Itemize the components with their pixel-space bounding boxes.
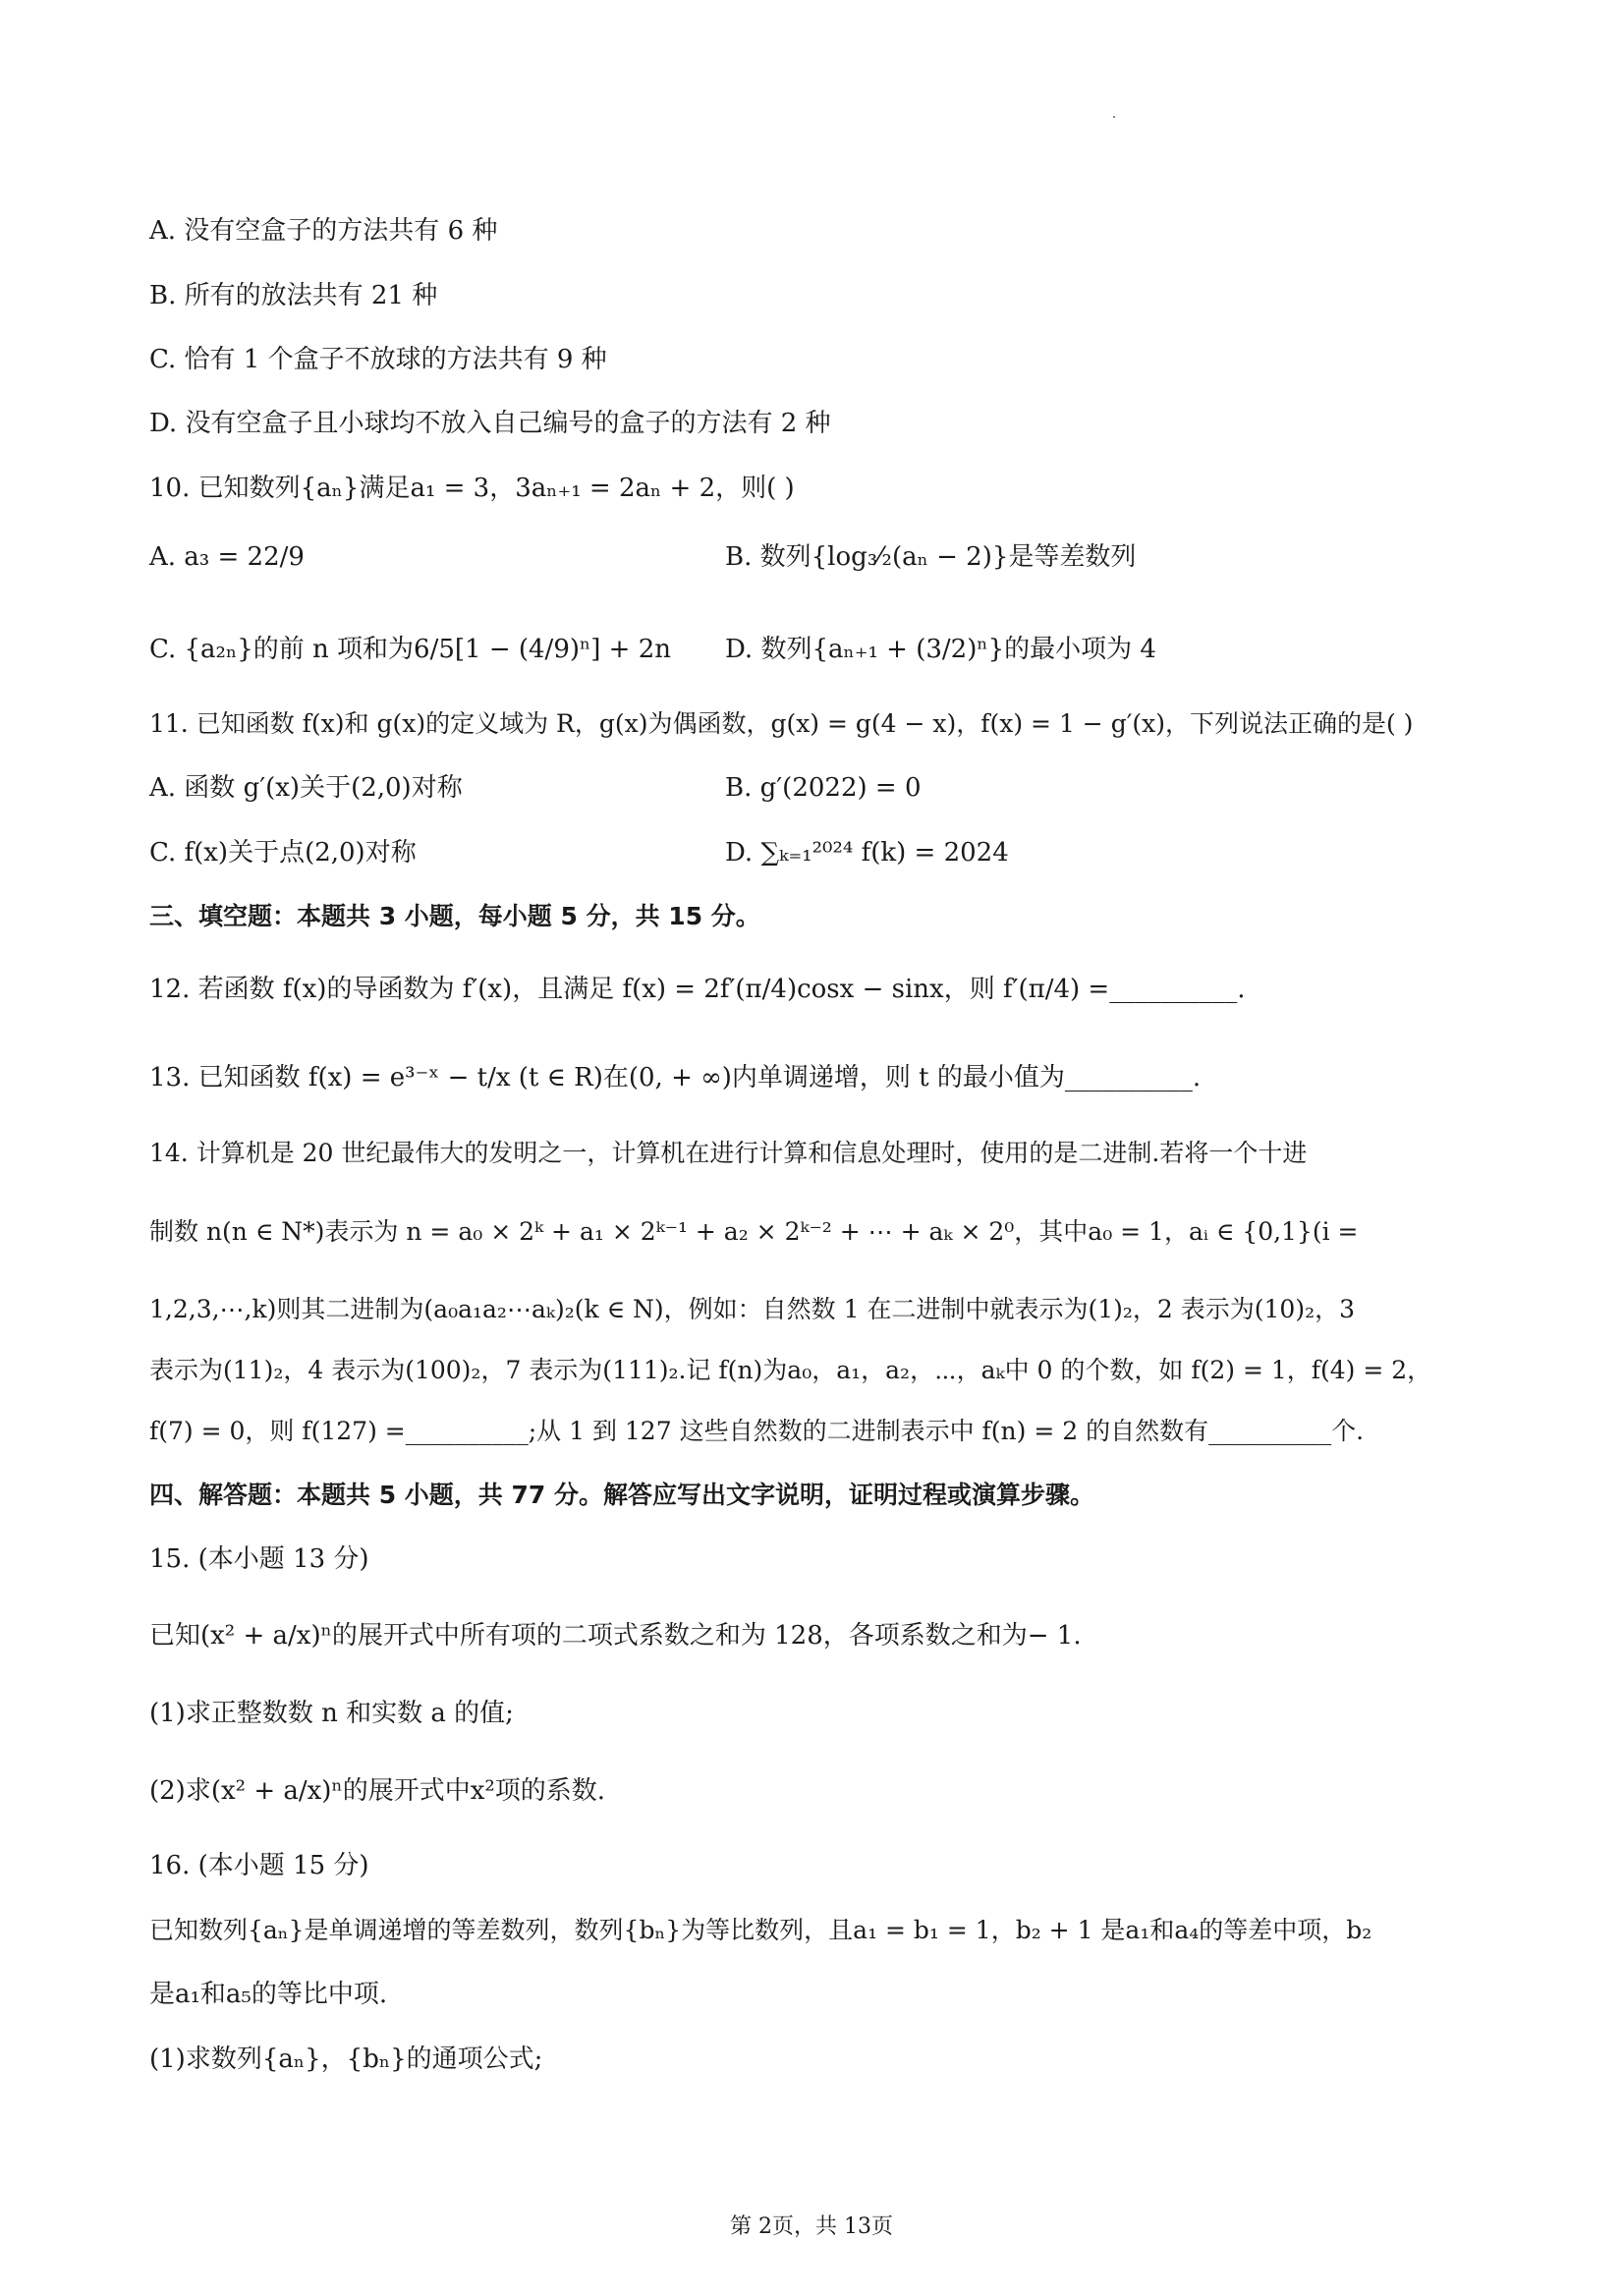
- q14-line-2: 制数 n(n ∈ N*)表示为 n = a₀ × 2ᵏ + a₁ × 2ᵏ⁻¹ + a₂ × 2ᵏ⁻² + ⋯ + aₖ × 2⁰，其中a₀ = 1，aᵢ ∈ {0,1}(i =: [149, 1217, 1359, 1246]
- scan-speck: [1113, 116, 1115, 118]
- q9-option-c: C. 恰有 1 个盒子不放球的方法共有 9 种: [149, 345, 607, 374]
- q14-line-4: 表示为(11)₂，4 表示为(100)₂，7 表示为(111)₂.记 f(n)为a₀，a₁，a₂，⋯，aₖ中 0 的个数，如 f(2) = 1，f(4) = 2，: [149, 1356, 1432, 1384]
- q9-option-b: B. 所有的放法共有 21 种: [149, 281, 438, 310]
- q9-option-a: A. 没有空盒子的方法共有 6 种: [149, 216, 498, 246]
- q16-line-1: 已知数列{aₙ}是单调递增的等差数列，数列{bₙ}为等比数列，且a₁ = b₁ = 1，b₂ + 1 是a₁和a₄的等差中项，b₂: [149, 1916, 1372, 1944]
- page-footer: 第 2页，共 13页: [730, 2214, 893, 2239]
- q11-option-b: B. g′(2022) = 0: [725, 773, 922, 803]
- section-4-heading: 四、解答题：本题共 5 小题，共 77 分。解答应写出文字说明，证明过程或演算步骤。: [149, 1481, 1095, 1509]
- q9-option-d: D. 没有空盒子且小球均不放入自己编号的盒子的方法有 2 种: [149, 409, 831, 438]
- q16-heading: 16. (本小题 15 分): [149, 1851, 369, 1880]
- q14-line-1: 14. 计算机是 20 世纪最伟大的发明之一，计算机在进行计算和信息处理时，使用的是二进制.若将一个十进: [149, 1139, 1308, 1167]
- q14-line-3: 1,2,3,⋯,k)则其二进制为(a₀a₁a₂⋯aₖ)₂(k ∈ N)，例如：自然数 1 在二进制中就表示为(1)₂，2 表示为(10)₂，3: [149, 1295, 1356, 1323]
- q11-stem: 11. 已知函数 f(x)和 g(x)的定义域为 R，g(x)为偶函数，g(x) = g(4 − x)，f(x) = 1 − g′(x)，下列说法正确的是( ): [149, 709, 1414, 738]
- q10-option-b: B. 数列{log₃⁄₂(aₙ − 2)}是等差数列: [725, 542, 1137, 572]
- q10-option-c: C. {a₂ₙ}的前 n 项和为6/5[1 − (4/9)ⁿ] + 2n: [149, 635, 671, 664]
- q11-option-d: D. ∑ₖ₌₁²⁰²⁴ f(k) = 2024: [725, 838, 1009, 868]
- q10-stem: 10. 已知数列{aₙ}满足a₁ = 3，3aₙ₊₁ = 2aₙ + 2，则( ): [149, 474, 795, 503]
- q11-option-a: A. 函数 g′(x)关于(2,0)对称: [149, 773, 463, 803]
- q10-option-a: A. a₃ = 22/9: [149, 542, 305, 572]
- q15-part-2: (2)求(x² + a/x)ⁿ的展开式中x²项的系数.: [149, 1776, 606, 1806]
- q15-part-1: (1)求正整数数 n 和实数 a 的值;: [149, 1699, 514, 1728]
- q16-line-2: 是a₁和a₅的等比中项.: [149, 1980, 388, 2009]
- q16-part-1: (1)求数列{aₙ}，{bₙ}的通项公式;: [149, 2044, 543, 2074]
- q11-option-c: C. f(x)关于点(2,0)对称: [149, 838, 417, 868]
- q15-heading: 15. (本小题 13 分): [149, 1544, 369, 1574]
- q15-stem: 已知(x² + a/x)ⁿ的展开式中所有项的二项式系数之和为 128，各项系数之和为− 1.: [149, 1621, 1082, 1651]
- q10-option-d: D. 数列{aₙ₊₁ + (3/2)ⁿ}的最小项为 4: [725, 635, 1156, 664]
- q12: 12. 若函数 f(x)的导函数为 f′(x)，且满足 f(x) = 2f′(π/4)cosx − sinx，则 f′(π/4) =__________.: [149, 975, 1246, 1004]
- q14-line-5: f(7) = 0，则 f(127) =__________;从 1 到 127 这些自然数的二进制表示中 f(n) = 2 的自然数有__________个.: [149, 1417, 1365, 1445]
- section-3-heading: 三、填空题：本题共 3 小题，每小题 5 分，共 15 分。: [149, 902, 760, 930]
- q13: 13. 已知函数 f(x) = e³⁻ˣ − t/x (t ∈ R)在(0, + ∞)内单调递增，则 t 的最小值为__________.: [149, 1063, 1202, 1092]
